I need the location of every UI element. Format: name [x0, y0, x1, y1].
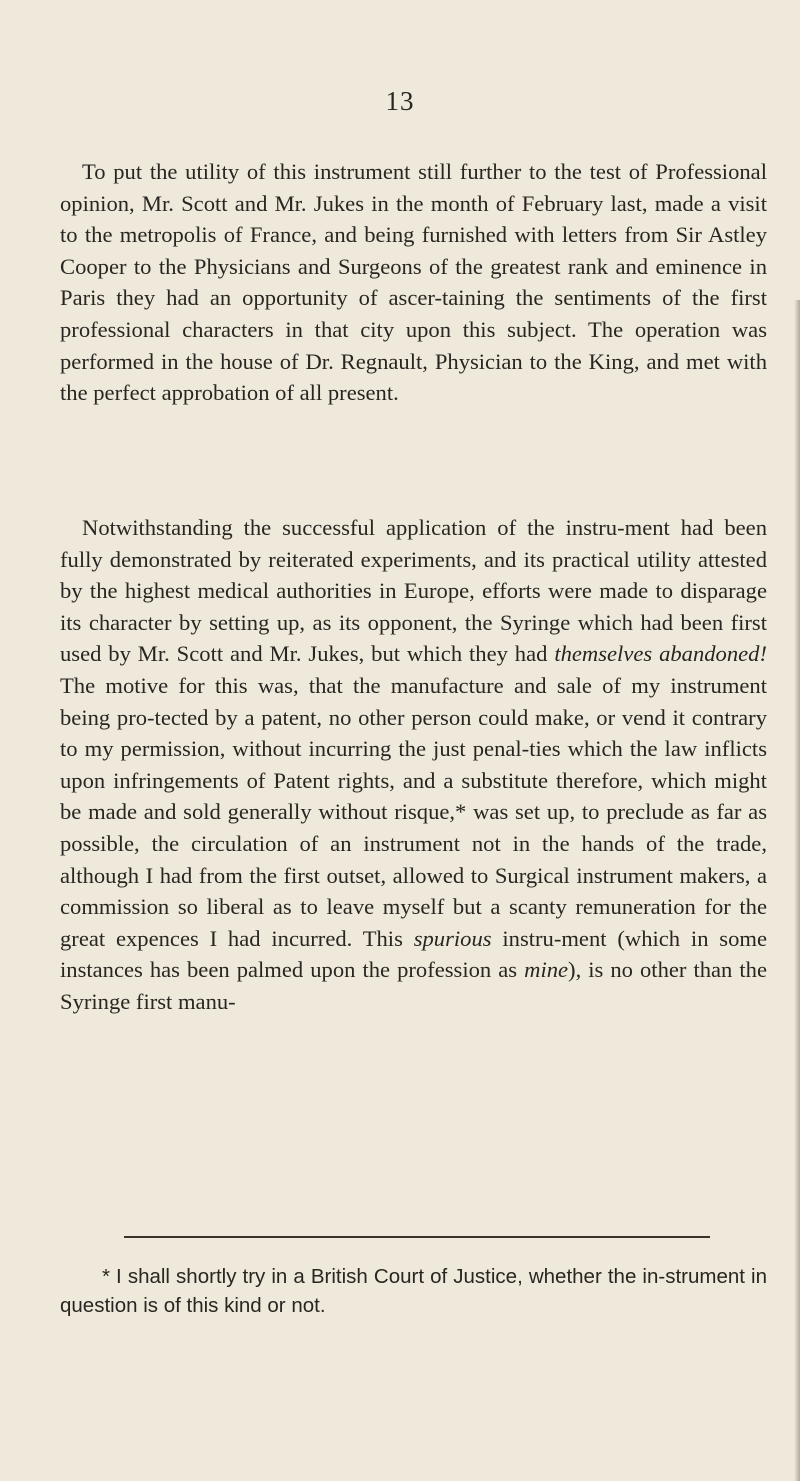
- page-edge-shadow: [794, 300, 800, 1481]
- paragraph-2-text-b: The motive for this was, that the manufacture and sale of my instrument being pro-tected by a patent, no other person could make, or vend it contrary to my permission, without incurring the just penal-ties which the law inflicts upon infringements of Patent rights, and a substitute therefore, which might be made and sold generally without risque,* was set up, to preclude as far as possible, the circulation of an instrument not in the hands of the trade, although I had from the first outset, allowed to Surgical instrument makers, a commission so liberal as to leave myself but a scanty remuneration for the great expences I had incurred. This: [60, 672, 767, 951]
- paragraph-2-italic-mine: mine: [524, 957, 569, 983]
- footnote-divider: [124, 1236, 710, 1238]
- paragraph-2-text-d: ), is no other than the Syringe first manu-: [60, 957, 767, 1014]
- paragraph-2-text-a: Notwithstanding the successful application of the instru-ment had been fully demonstrated by reiterated experiments, and its practical utility attested by the highest medical authorities in Europe, efforts were made to disparage its character by setting up, as its opponent, the Syringe which had been first used by Mr. Scott and Mr. Jukes, but which they had: [60, 515, 767, 667]
- paragraph-2-italic-spurious: spurious: [413, 925, 492, 951]
- paragraph-2: [60, 512, 767, 1018]
- page-number: 13: [385, 86, 415, 116]
- paragraph-1: To put the utility of this instrument still further to the test of Professional opinion, Mr. Scott and Mr. Jukes in the month of February last, made a visit to the metropolis of France, and being furnished with letters from Sir Astley Cooper to the Physicians and Surgeons of the greatest rank and eminence in Paris they had an opportunity of ascer-taining the sentiments of the first professional characters in that city upon this subject. The operation was performed in the house of Dr. Regnault, Physician to the King, and met with the perfect approbation of all present.: [60, 159, 767, 406]
- paragraph-2-italic-abandoned: themselves abandoned!: [554, 641, 767, 667]
- paragraph-2-text-c: instru-ment (which in some instances has been palmed upon the profession as: [60, 925, 767, 983]
- footnote: * I shall shortly try in a British Court of Justice, whether the in-strument in question is of this kind or not.: [60, 1265, 767, 1317]
